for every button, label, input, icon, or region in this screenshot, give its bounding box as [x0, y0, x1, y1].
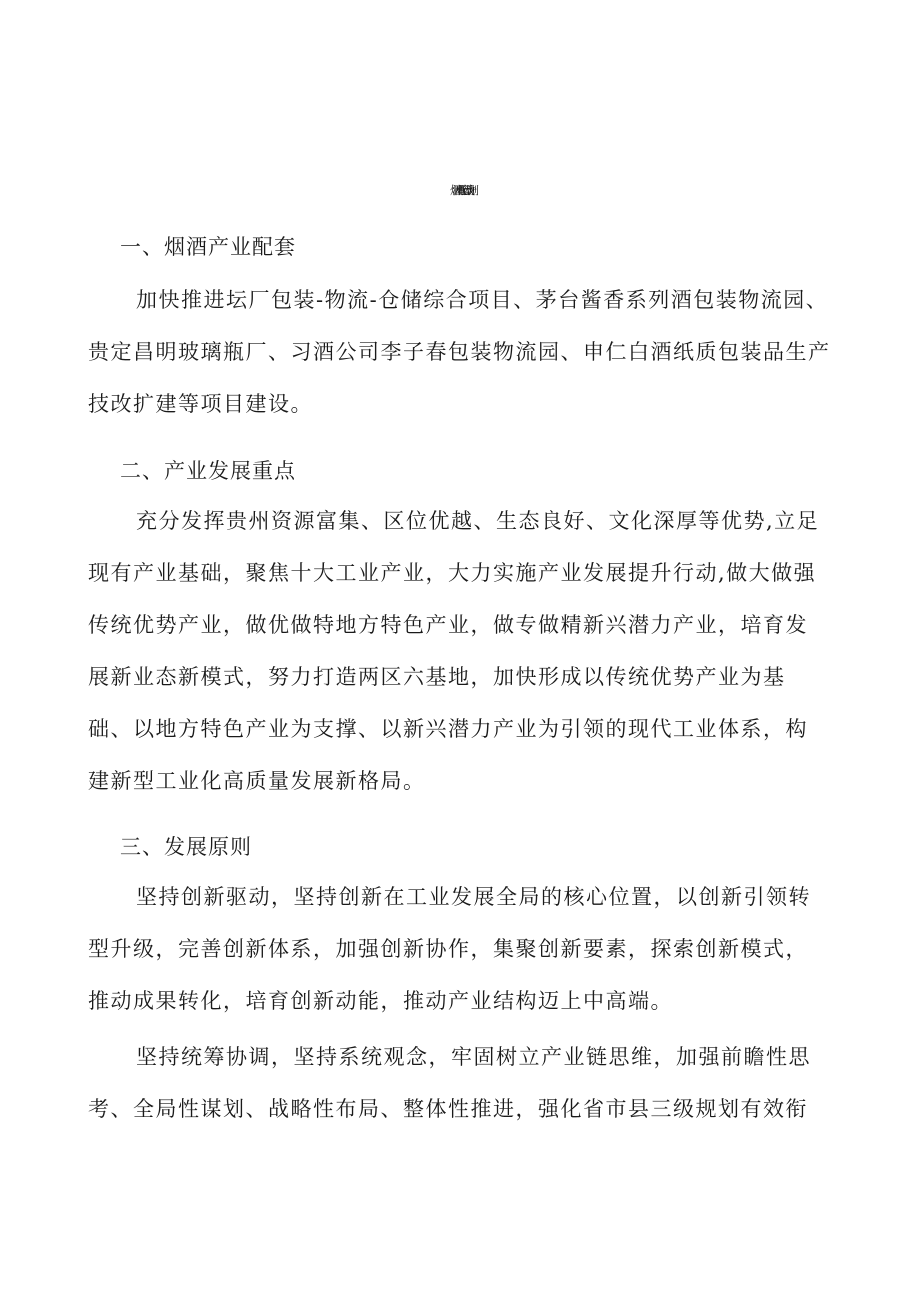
- paragraph-line: 贵定昌明玻璃瓶厂、习酒公司李子春包装物流园、申仁白酒纸质包装品生产: [88, 340, 831, 364]
- paragraph-line: 型升级，完善创新体系，加强创新协作，集聚创新要素，探索创新模式，: [88, 937, 808, 961]
- paragraph-line: 础、以地方特色产业为支撑、以新兴潜力产业为引领的现代工业体系，构: [88, 717, 808, 741]
- section-heading-3: 三、发展原则: [120, 835, 252, 859]
- paragraph-line: 技改扩建等项目建设。: [88, 392, 313, 416]
- paragraph-line: 坚持统筹协调，坚持系统观念，牢固树立产业链思维，加强前瞻性思: [136, 1045, 811, 1069]
- paragraph-line: 现有产业基础，聚焦十大工业产业，大力实施产业发展提升行动,做大做强: [88, 561, 817, 585]
- paragraph-line: 充分发挥贵州资源富集、区位优越、生态良好、文化深厚等优势,立足: [136, 509, 820, 533]
- paragraph-line: 加快推进坛厂包装-物流-仓储综合项目、茅台酱香系列酒包装物流园、: [136, 288, 829, 312]
- paragraph-line: 传统优势产业，做优做特地方特色产业，做专做精新兴潜力产业，培育发: [88, 613, 808, 637]
- paragraph-line: 推动成果转化，培育创新动能，推动产业结构迈上中高端。: [88, 989, 673, 1013]
- paragraph-line: 坚持创新驱动，坚持创新在工业发展全局的核心位置，以创新引领转: [136, 885, 811, 909]
- paragraph-line: 建新型工业化高质量发展新格局。: [88, 769, 426, 793]
- document-title: 烟酒产业配套行动计划: [450, 184, 470, 197]
- paragraph-line: 考、全局性谋划、战略性布局、整体性推进，强化省市县三级规划有效衔: [88, 1097, 808, 1121]
- section-heading-1: 一、烟酒产业配套: [120, 235, 296, 259]
- paragraph-line: 展新业态新模式，努力打造两区六基地，加快形成以传统优势产业为基: [88, 665, 786, 689]
- section-heading-2: 二、产业发展重点: [120, 459, 296, 483]
